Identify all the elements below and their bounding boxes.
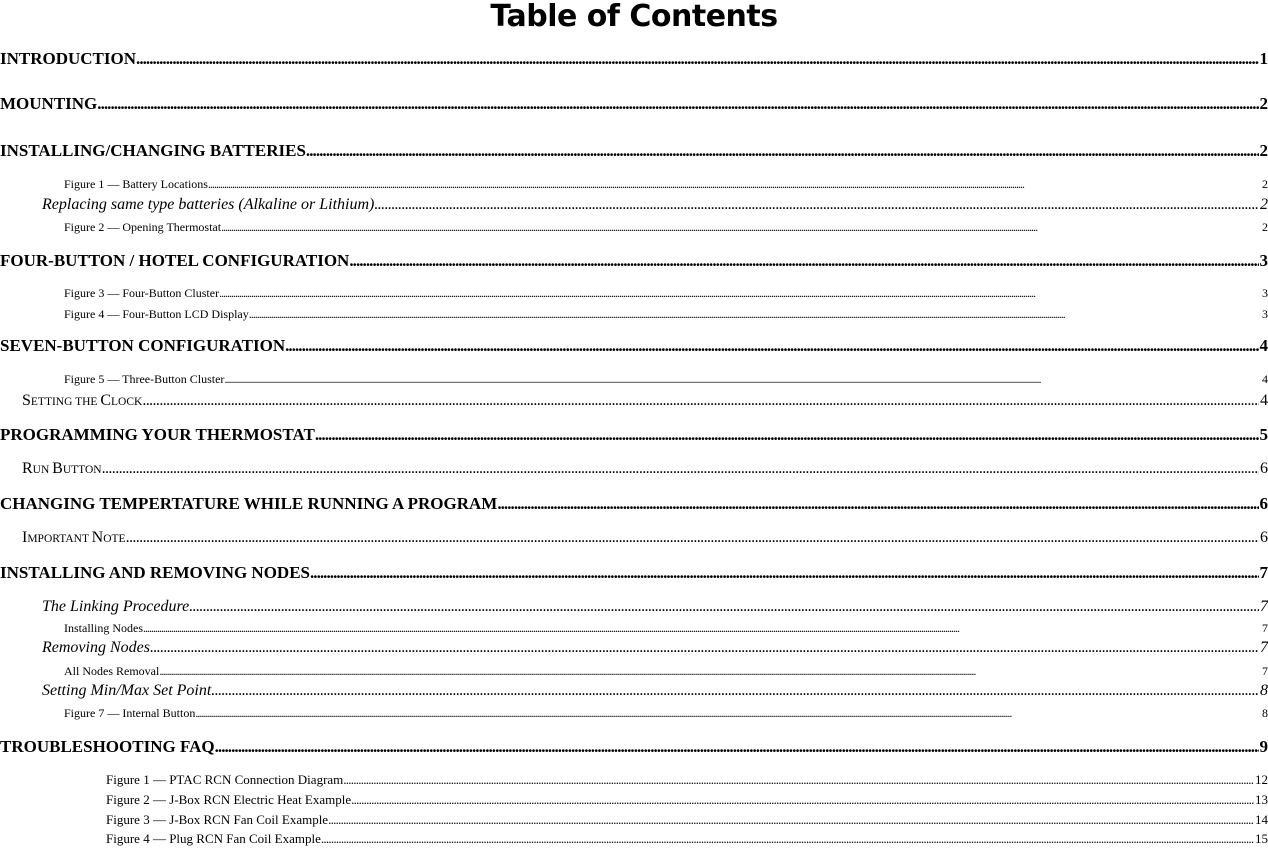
toc-page-number: 6	[1260, 529, 1268, 546]
toc-page-number: 2	[1260, 196, 1268, 213]
toc-entry-installing-removing-nodes[interactable]	[0, 563, 1268, 583]
toc-label: Figure 2 — J-Box RCN Electric Heat Example	[106, 792, 352, 807]
toc-page-number: 3	[1259, 251, 1268, 270]
toc-label: Figure 3 — Four-Button Cluster	[64, 286, 220, 300]
toc-label: RUN BUTTON	[22, 460, 102, 477]
toc-entry-introduction[interactable]	[0, 49, 1268, 69]
dot-leader	[189, 598, 1259, 616]
toc-entry-figure-four-button-lcd[interactable]	[64, 307, 1268, 322]
toc-page-number: 7	[1259, 563, 1268, 582]
toc-page-number: 7	[1260, 598, 1268, 615]
dot-leader	[351, 792, 1254, 808]
dot-leader	[328, 812, 1254, 828]
dot-leader	[143, 621, 1261, 636]
toc-page-number: 4	[1262, 372, 1268, 386]
toc-page-number: 6	[1260, 460, 1268, 477]
toc-label: Removing Nodes	[42, 639, 150, 656]
toc-entry-figure-jbox-electric[interactable]	[106, 792, 1268, 808]
toc-entry-installing-changing-batteries[interactable]	[0, 141, 1268, 161]
toc-page-number: 1	[1259, 49, 1268, 68]
toc-entry-figure-opening-thermostat[interactable]	[64, 220, 1268, 235]
toc-label: Figure 5 — Three-Button Cluster	[64, 372, 225, 386]
toc-entry-important-note[interactable]	[22, 529, 1268, 547]
toc-page-number: 13	[1255, 792, 1268, 807]
toc-label: Figure 2 — Opening Thermostat	[64, 220, 222, 234]
toc-entry-run-button[interactable]	[22, 460, 1268, 478]
toc-entry-troubleshooting[interactable]	[0, 737, 1268, 757]
toc-label: INTRODUCTION	[0, 49, 137, 68]
toc-page-number: 14	[1255, 812, 1268, 827]
toc-page-number: 4	[1260, 392, 1268, 409]
dot-leader	[285, 336, 1258, 356]
toc-entry-programming[interactable]	[0, 425, 1268, 445]
toc-label: Figure 4 — Plug RCN Fan Coil Example	[106, 831, 321, 846]
toc-page-number: 5	[1259, 425, 1268, 444]
dot-leader	[310, 563, 1259, 583]
toc-label: All Nodes Removal	[64, 664, 160, 678]
toc-page-number: 9	[1259, 737, 1268, 756]
toc-page-number: 7	[1262, 621, 1268, 635]
toc-entry-installing-nodes[interactable]	[64, 621, 1268, 636]
dot-leader	[159, 664, 1261, 679]
toc-entry-figure-jbox-fan-coil[interactable]	[106, 812, 1268, 828]
toc-label: CHANGING TEMPERTATURE WHILE RUNNING A PROGRAM	[0, 494, 498, 513]
dot-leader	[306, 141, 1259, 161]
toc-entry-all-nodes-removal[interactable]	[64, 664, 1268, 679]
toc-page-number: 2	[1262, 177, 1268, 191]
dot-leader	[126, 529, 1259, 547]
toc-page-number: 2	[1262, 220, 1268, 234]
dot-leader	[349, 251, 1258, 271]
toc-entry-removing-nodes[interactable]	[42, 639, 1268, 657]
toc-entry-figure-three-button[interactable]	[64, 372, 1268, 387]
page-title: Table of Contents	[490, 0, 778, 34]
toc-entry-linking-procedure[interactable]	[42, 598, 1268, 616]
dot-leader	[195, 706, 1261, 721]
toc-entry-figure-four-button-cluster[interactable]	[64, 286, 1268, 301]
toc-entry-four-button-hotel[interactable]	[0, 251, 1268, 271]
dot-leader	[215, 737, 1259, 757]
toc-label: INSTALLING AND REMOVING NODES	[0, 563, 310, 582]
toc-label: Figure 4 — Four-Button LCD Display	[64, 307, 249, 321]
toc-entry-figure-internal-button[interactable]	[64, 706, 1268, 721]
dot-leader	[211, 682, 1259, 700]
toc-page-number: 8	[1262, 706, 1268, 720]
dot-leader	[374, 196, 1259, 214]
dot-leader	[321, 831, 1254, 847]
dot-leader	[249, 307, 1261, 322]
dot-leader	[136, 49, 1258, 69]
toc-label: MOUNTING	[0, 94, 98, 113]
dot-leader	[224, 372, 1261, 387]
toc-page-number: 6	[1259, 494, 1268, 513]
dot-leader	[497, 494, 1258, 514]
dot-leader	[343, 772, 1254, 788]
toc-entry-figure-plug-fan-coil[interactable]	[106, 831, 1268, 847]
toc-page-number: 3	[1262, 307, 1268, 321]
toc-entry-changing-temperature[interactable]	[0, 494, 1268, 514]
dot-leader	[97, 94, 1258, 114]
toc-page-number: 2	[1259, 141, 1268, 160]
toc-label: SEVEN-BUTTON CONFIGURATION	[0, 336, 286, 355]
toc-page-number: 12	[1255, 772, 1268, 787]
dot-leader	[150, 639, 1259, 657]
toc-label: Figure 7 — Internal Button	[64, 706, 196, 720]
toc-label: Figure 3 — J-Box RCN Fan Coil Example	[106, 812, 329, 827]
toc-label: TROUBLESHOOTING FAQ	[0, 737, 215, 756]
dot-leader	[315, 425, 1259, 445]
dot-leader	[208, 177, 1261, 192]
toc-label: IMPORTANT NOTE	[22, 529, 126, 546]
dot-leader	[221, 220, 1261, 235]
toc-label: The Linking Procedure	[42, 598, 190, 615]
toc-page-number: 7	[1262, 664, 1268, 678]
toc-label: SETTING THE CLOCK	[22, 392, 143, 409]
toc-page-number: 2	[1259, 94, 1268, 113]
toc-label: Figure 1 — PTAC RCN Connection Diagram	[106, 772, 344, 787]
toc-label: PROGRAMMING YOUR THERMOSTAT	[0, 425, 315, 444]
toc-label: Installing Nodes	[64, 621, 143, 635]
toc-page-number: 4	[1259, 336, 1268, 355]
toc-label: FOUR-BUTTON / HOTEL CONFIGURATION	[0, 251, 350, 270]
toc-label: INSTALLING/CHANGING BATTERIES	[0, 141, 306, 160]
toc-entry-setting-clock[interactable]	[22, 392, 1268, 410]
dot-leader	[102, 460, 1259, 478]
toc-entry-seven-button[interactable]	[0, 336, 1268, 356]
toc-entry-min-max-set-point[interactable]	[42, 682, 1268, 700]
toc-entry-figure-battery-locations[interactable]	[64, 177, 1268, 192]
toc-label: Replacing same type batteries (Alkaline or Lithium)	[42, 196, 375, 213]
dot-leader	[219, 286, 1261, 301]
toc-page-number: 3	[1262, 286, 1268, 300]
toc-page-number: 8	[1260, 682, 1268, 699]
toc-entry-replacing-batteries[interactable]	[42, 196, 1268, 214]
toc-entry-mounting[interactable]	[0, 94, 1268, 114]
toc-page-number: 7	[1260, 639, 1268, 656]
toc-label: Figure 1 — Battery Locations	[64, 177, 208, 191]
toc-entry-figure-ptac[interactable]	[106, 772, 1268, 788]
toc-label: Setting Min/Max Set Point	[42, 682, 212, 699]
dot-leader	[142, 392, 1259, 410]
toc-page-number: 15	[1255, 831, 1268, 846]
